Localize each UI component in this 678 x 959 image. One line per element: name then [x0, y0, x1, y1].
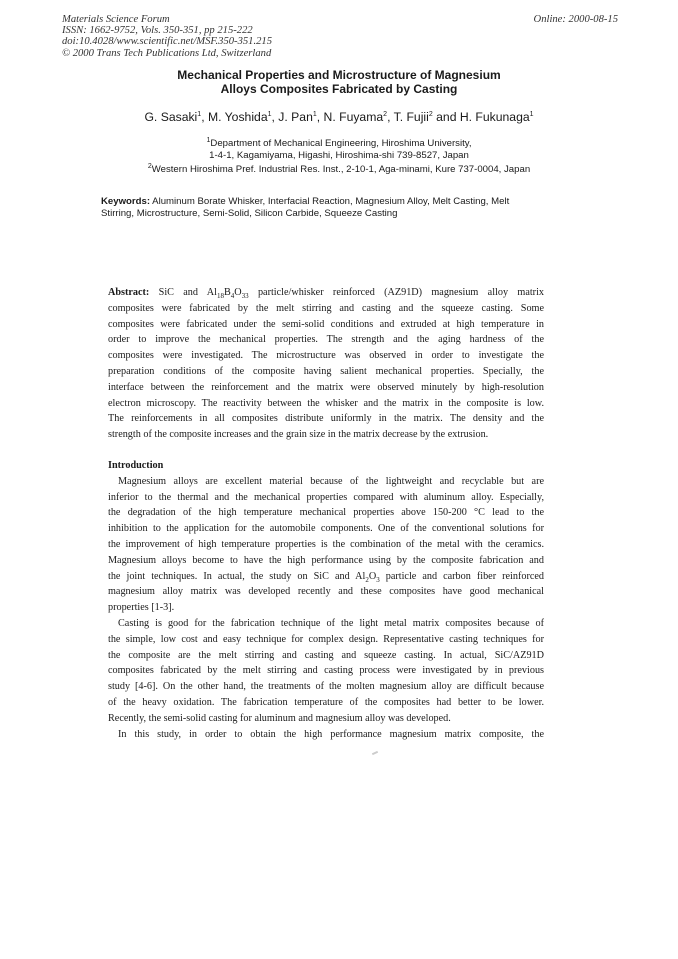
- intro-line: inhibition to the application for the automobile components. One of the conventional solutions for: [108, 523, 544, 535]
- intro-line: the joint techniques. In actual, the study on SiC and $Al_2O_3$ particle and carbon fiber reinforced: [108, 570, 544, 584]
- abstract-line: order to improve the mechanical properties. The strength and the aging hardness of the: [108, 334, 544, 346]
- doi-line: doi:10.4028/www.scientific.net/MSF.350-351.215: [62, 36, 272, 48]
- introduction-section: [108, 458, 544, 742]
- intro-line: Magnesium alloys become to have the high performance using by the composite fabrication and: [108, 554, 544, 566]
- intro-line: study [4-6]. On the other hand, the treatments of the molten magnesium alloy are difficult because: [108, 681, 544, 693]
- title-line-2: Alloys Composites Fabricated by Casting: [220, 82, 458, 96]
- intro-line: magnesium alloy matrix was developed recently and these composites have good mechanical: [108, 586, 544, 598]
- abstract-line: composites were fabricated by the melt stirring and casting and the squeeze casting. Some: [108, 302, 544, 314]
- paper-title: [0, 68, 678, 96]
- scan-speck: [372, 751, 378, 755]
- keywords-label: Keywords:: [101, 196, 151, 207]
- intro-line: the degradation of the high temperature mechanical properties above 150-200 °C lead to the: [108, 507, 544, 519]
- affiliation-1: $^1$Department of Mechanical Engineering, Hiroshima University, 1-4-1, Kagamiyama, Higashi, Hiroshima-shi 739-8527, Japan: [206, 136, 472, 161]
- title-line-1: Mechanical Properties and Microstructure of Magnesium: [177, 68, 501, 82]
- abstract-line: composites were fabricated under the semi-solid conditions and extruded at high temperature in: [108, 318, 544, 330]
- abstract-label: Abstract:: [108, 287, 150, 298]
- journal-name: Materials Science Forum: [62, 14, 170, 25]
- intro-line: Recently, the semi-solid casting for aluminum and magnesium alloy was developed.: [108, 712, 451, 724]
- keywords: Keywords: Aluminum Borate Whisker, Interfacial Reaction, Magnesium Alloy, Melt Casting, Melt Stirring, Microstructure, Semi-Solid, Silicon Carbide, Squeeze Casting: [101, 196, 510, 219]
- introduction-heading: Introduction: [108, 460, 164, 471]
- author: G. Sasaki$^1$,: [144, 110, 208, 124]
- author: N. Fuyama$^2$,: [323, 110, 394, 124]
- abstract-line: strength of the composite increases and the grain size in the matrix decrease by the extrusion.: [108, 429, 489, 441]
- abstract-line: Abstract: SiC and $Al_{18}B_4O_{33}$ particle/whisker reinforced (AZ91D) magnesium alloy matrix: [108, 287, 544, 301]
- intro-line: of the heavy oxidation. The fabrication temperature of the composites had better to be lower.: [108, 696, 544, 708]
- journal-header: [62, 14, 618, 59]
- abstract-section: [108, 285, 544, 443]
- intro-line: the simple, low cost and easy technique for complex design. Representative casting techniques for: [108, 633, 544, 645]
- intro-line: inferior to the thermal and the mechanical properties compared with aluminum alloy. Especially,: [108, 491, 544, 503]
- abstract-line: interface between the reinforcement and the matrix were observed minutely by high-resolution: [108, 381, 544, 393]
- abstract-line: preparation conditions of the composite having salient mechanical properties. Specially, the: [108, 365, 544, 377]
- author: M. Yoshida$^1$,: [207, 110, 279, 124]
- abstract-line: electron microscopy. The reactivity between the whisker and the matrix in the composite is low.: [108, 397, 544, 409]
- intro-line: the composite are the melt stirring and casting and squeeze casting. In actual, SiC/AZ91D: [108, 649, 544, 661]
- author-list: [0, 110, 678, 124]
- issn-line: ISSN: 1662-9752, Vols. 350-351, pp 215-222: [62, 25, 253, 37]
- author: T. Fujii$^2$ and: [393, 110, 460, 124]
- abstract-line: composites were investigated. The microstructure was observed in order to investigate the: [108, 350, 544, 362]
- intro-line: In this study, in order to obtain the high performance magnesium matrix composite, the: [118, 728, 544, 740]
- intro-line: Magnesium alloys are excellent material because of the lightweight and recyclable but are: [118, 475, 544, 487]
- intro-line: properties [1-3].: [108, 602, 175, 614]
- author: H. Fukunaga$^1$: [459, 110, 534, 124]
- author: J. Pan$^1$,: [278, 110, 324, 124]
- online-date: Online: 2000-08-15: [533, 14, 618, 25]
- affiliation-2: $^2$Western Hiroshima Pref. Industrial Res. Inst., 2-10-1, Aga-minami, Kure 737-0004, Japan: [147, 162, 531, 175]
- intro-line: the improvement of high temperature properties is the combination of the metal with the ceramics.: [108, 538, 544, 550]
- intro-line: composites fabricated by the melt stirring and casting process were investigated by in previous: [108, 665, 544, 677]
- copyright-line: © 2000 Trans Tech Publications Ltd, Switzerland: [62, 47, 272, 59]
- abstract-line: The reinforcements in all composites distribute uniformly in the matrix. The density and the: [108, 413, 544, 425]
- intro-line: Casting is good for the fabrication technique of the light metal matrix composites because of: [118, 617, 544, 629]
